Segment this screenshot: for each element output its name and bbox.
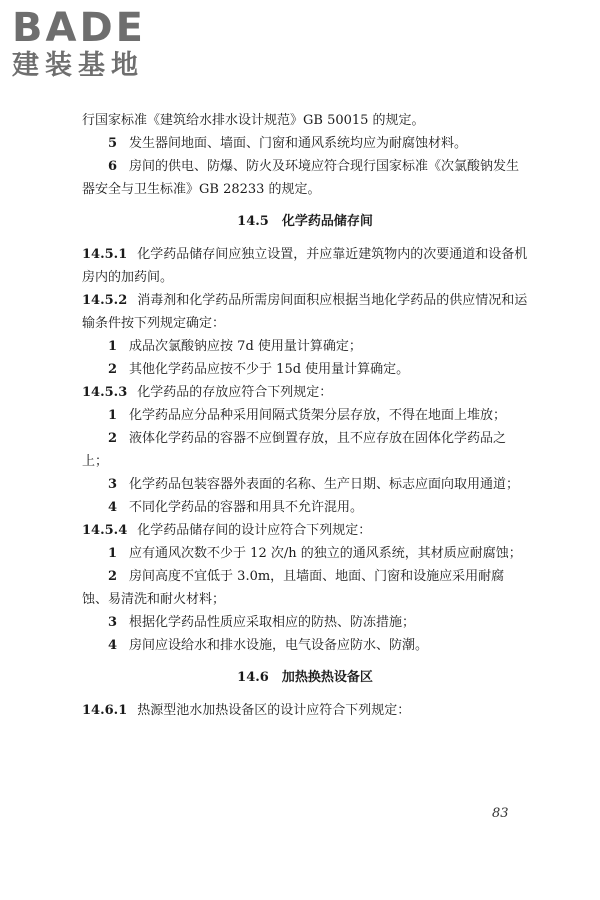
- clause-14-6-1: 14.6.1 热源型池水加热设备区的设计应符合下列规定：: [82, 703, 411, 718]
- clause-14-5-2: 14.5.2 消毒剂和化学药品所需房间面积应根据当地化学药品的供应情况和运输条件按下列规定确定：: [82, 293, 528, 331]
- list-item: 5 发生器间地面、墙面、门窗和通风系统均应为耐腐蚀材料。: [108, 136, 468, 151]
- list-item: 3 化学药品包装容器外表面的名称、生产日期、标志应面向取用通道；: [108, 477, 520, 492]
- list-item: 1 化学药品应分品种采用间隔式货架分层存放，不得在地面上堆放；: [108, 408, 507, 423]
- section-heading-14-6: 14.6 加热换热设备区: [237, 670, 373, 685]
- list-item: 2 液体化学药品的容器不应倒置存放，且不应存放在固体化学药品之上；: [82, 431, 507, 469]
- clause-14-5-3: 14.5.3 化学药品的存放应符合下列规定：: [82, 385, 333, 400]
- logo-subtitle: 建装基地: [12, 50, 144, 81]
- list-item: 1 应有通风次数不少于 12 次/h 的独立的通风系统，其材质应耐腐蚀；: [108, 546, 522, 561]
- list-item: 1 成品次氯酸钠应按 7d 使用量计算确定；: [108, 339, 362, 354]
- clause-14-5-4: 14.5.4 化学药品储存间的设计应符合下列规定：: [82, 523, 372, 538]
- bade-logo: [12, 6, 182, 82]
- list-item: 3 根据化学药品性质应采取相应的防热、防冻措施；: [108, 615, 416, 630]
- clause-14-5-1: 14.5.1 化学药品储存间应独立设置，并应靠近建筑物内的次要通道和设备机房内的加药间。: [82, 247, 528, 285]
- document-body: [82, 109, 528, 722]
- list-item: 2 房间高度不宜低于 3.0m，且墙面、地面、门窗和设施应采用耐腐蚀、易清洗和耐火材料；: [82, 569, 505, 607]
- list-item: 6 房间的供电、防爆、防火及环境应符合现行国家标准《次氯酸钠发生器安全与卫生标准》GB 28233 的规定。: [82, 159, 520, 197]
- section-heading-14-5: 14.5 化学药品储存间: [237, 214, 373, 229]
- page-number: 83: [492, 806, 509, 821]
- list-item: 4 房间应设给水和排水设施，电气设备应防水、防潮。: [108, 638, 429, 653]
- list-item: 2 其他化学药品应按不少于 15d 使用量计算确定。: [108, 362, 410, 377]
- list-item: 4 不同化学药品的容器和用具不允许混用。: [108, 500, 364, 515]
- continued-paragraph: 行国家标准《建筑给水排水设计规范》GB 50015 的规定。: [82, 113, 425, 128]
- logo-wordmark: BADE: [12, 5, 146, 51]
